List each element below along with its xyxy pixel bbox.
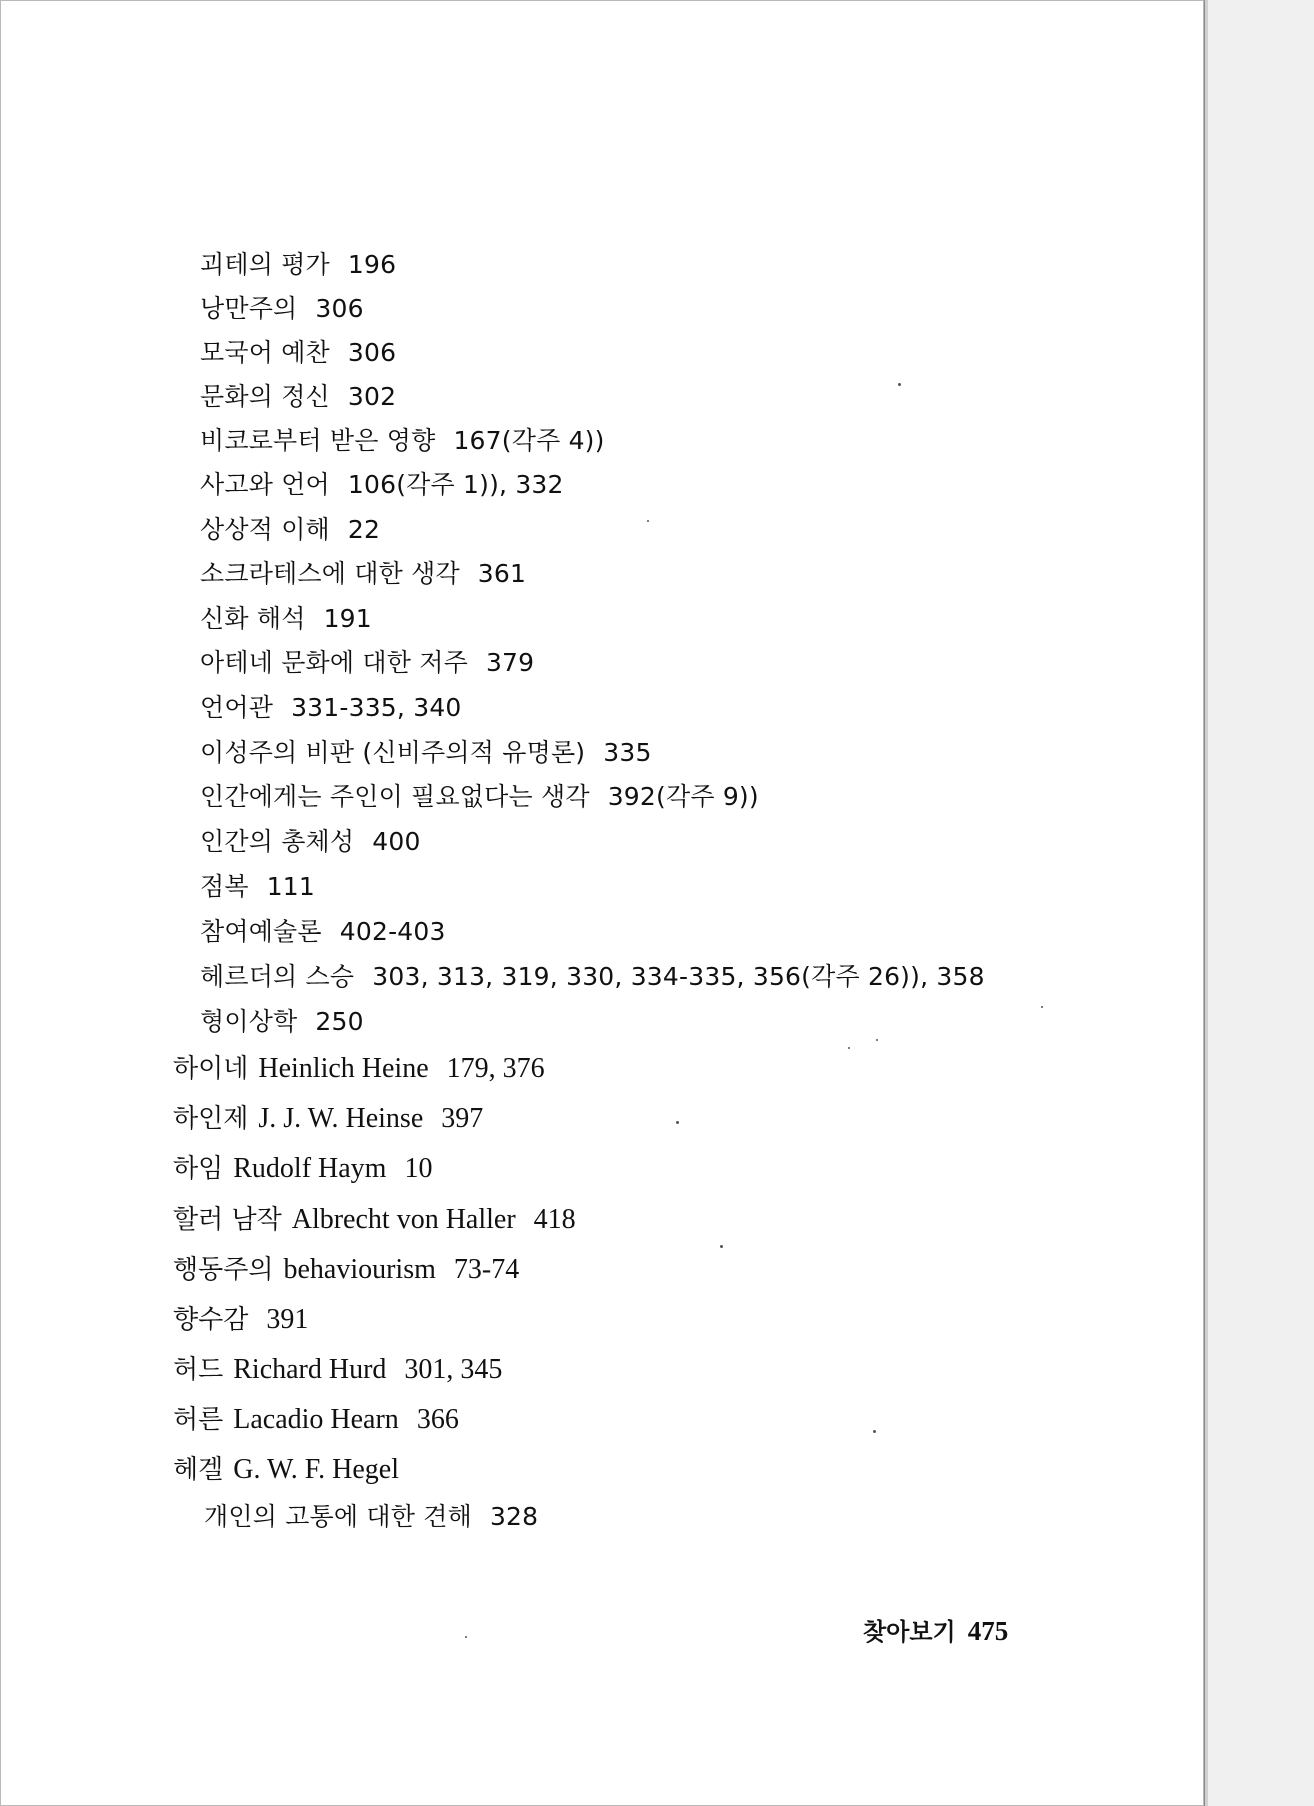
scan-speck [465,1636,467,1638]
index-sub-entry: 점복 111 [200,872,316,901]
scan-speck [898,383,901,386]
index-main-entry: 할러 남작 Albrecht von Haller 418 [173,1204,576,1235]
index-sub-entry: 언어관 331-335, 340 [200,693,462,722]
scan-speck [1041,1006,1043,1008]
index-sub-entry: 형이상학 250 [200,1007,364,1036]
scan-speck [676,1121,679,1124]
scan-speck [876,1039,878,1041]
index-main-entry: 허드 Richard Hurd 301, 345 [173,1354,503,1385]
page-number: 475 [967,1616,1009,1646]
index-sub-entry: 상상적 이해 22 [200,515,381,544]
index-sub-entry: 신화 해석 191 [200,604,372,633]
page-footer [863,1612,1008,1647]
index-sub-entry: 인간에게는 주인이 필요없다는 생각 392(각주 9)) [200,782,759,811]
index-sub-entry: 비코로부터 받은 영향 167(각주 4)) [200,426,605,455]
index-sub-entry: 인간의 총체성 400 [200,827,421,856]
index-main-entry: 하인제 J. J. W. Heinse 397 [173,1103,484,1134]
scan-speck [873,1430,876,1433]
scan-speck [647,520,649,522]
index-main-entry: 향수감 391 [173,1304,309,1335]
index-content [1,1,1203,1805]
index-sub-entry: 이성주의 비판 (신비주의적 유명론) 335 [200,738,652,767]
scan-speck [720,1245,723,1248]
index-main-entry: 헤겔 G. W. F. Hegel [173,1454,399,1485]
index-sub-entry: 괴테의 평가 196 [200,250,397,279]
footer-label: 찾아보기 [863,1618,956,1646]
index-main-entry: 하임 Rudolf Haym 10 [173,1153,433,1184]
index-sub-entry: 소크라테스에 대한 생각 361 [200,559,527,588]
scan-speck [848,1047,850,1049]
index-sub-entry: 헤르더의 스승 303, 313, 319, 330, 334-335, 356(각주 26)), 358 [200,962,985,991]
index-sub-entry: 문화의 정신 302 [200,382,397,411]
index-main-entry: 허른 Lacadio Hearn 366 [173,1404,459,1435]
index-sub-entry: 개인의 고통에 대한 견해 328 [204,1502,539,1531]
index-sub-entry: 아테네 문화에 대한 저주 379 [200,648,535,677]
index-sub-entry: 참여예술론 402-403 [200,917,446,946]
index-main-entry: 행동주의 behaviourism 73-74 [173,1254,520,1285]
index-sub-entry: 모국어 예찬 306 [200,338,397,367]
index-sub-entry: 사고와 언어 106(각주 1)), 332 [200,470,564,499]
index-sub-entry: 낭만주의 306 [200,294,364,323]
index-main-entry: 하이네 Heinlich Heine 179, 376 [173,1053,545,1084]
